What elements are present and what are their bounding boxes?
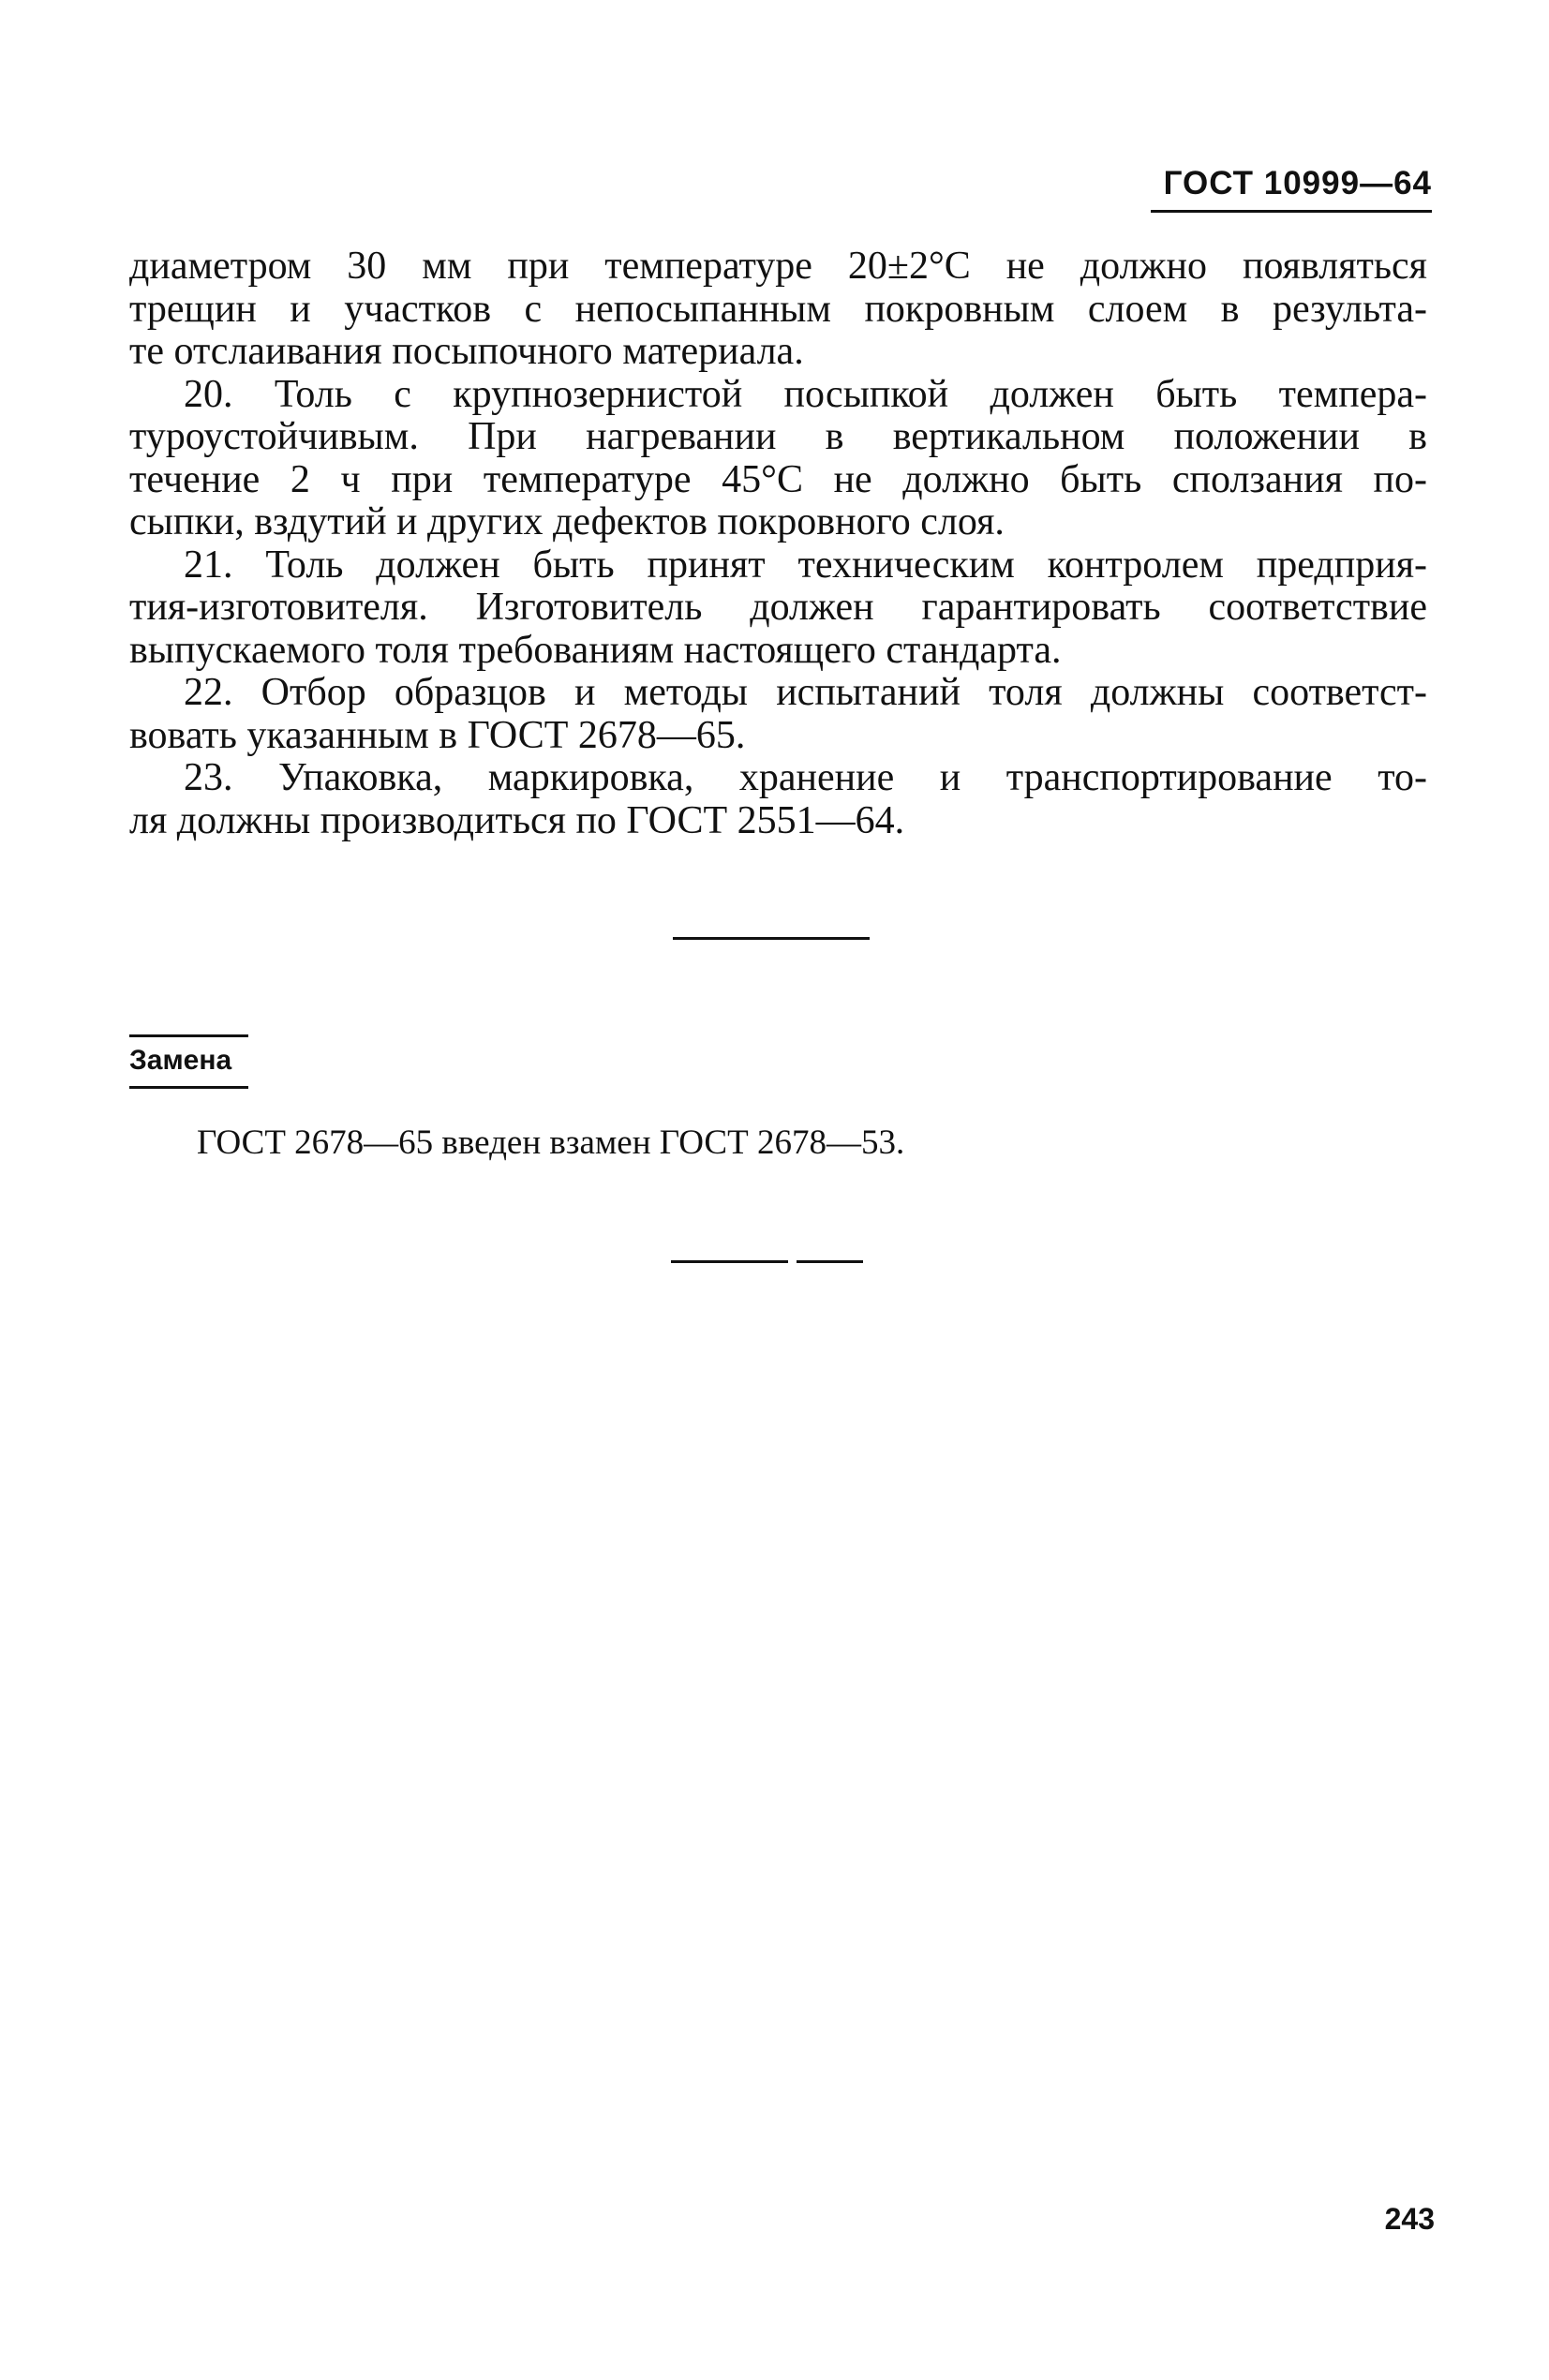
section-divider (673, 937, 870, 940)
text-line: те отслаивания посыпочного материала. (129, 330, 804, 373)
replacement-section (129, 1034, 248, 1089)
text-line: ля должны производиться по ГОСТ 2551—64. (129, 798, 905, 842)
replacement-bottom-rule (129, 1086, 248, 1089)
text-line: туроустойчивым. При нагревании в вертикальном положении в (129, 415, 1427, 458)
text-line: диаметром 30 мм при температуре 20±2°C не должно появляться (129, 245, 1427, 288)
paragraph-21 (129, 544, 1427, 673)
text-line: 22. Отбор образцов и методы испытаний толя должны соответст- (184, 671, 1427, 714)
page-header (1151, 165, 1432, 213)
text-line: вовать указанным в ГОСТ 2678—65. (129, 713, 746, 757)
replacement-heading: Замена (129, 1045, 232, 1076)
text-line: 23. Упаковка, маркировка, хранение и транспортирование то- (184, 756, 1427, 799)
body-text (129, 245, 1427, 842)
paragraph-23 (129, 757, 1427, 842)
text-line: тия-изготовителя. Изготовитель должен гарантировать соответствие (129, 586, 1427, 629)
text-line: течение 2 ч при температуре 45°C не должно быть сползания по- (129, 457, 1427, 501)
paragraph-continuation (129, 245, 1427, 374)
paragraph-22 (129, 672, 1427, 757)
header-underline (1151, 210, 1432, 213)
text-line: 21. Толь должен быть принят техническим контролем предприя- (184, 543, 1427, 587)
text-line: трещин и участков с непосыпанным покровным слоем в результа- (129, 287, 1427, 331)
text-line: сыпки, вздутий и других дефектов покровного слоя. (129, 500, 1005, 543)
end-divider (671, 1260, 863, 1263)
document-code: ГОСТ 10999—64 (1163, 165, 1432, 201)
page-number: 243 (1384, 2202, 1435, 2236)
replacement-top-rule (129, 1034, 248, 1037)
paragraph-20 (129, 374, 1427, 544)
text-line: выпускаемого толя требованиям настоящего стандарта. (129, 628, 1062, 672)
replacement-note: ГОСТ 2678—65 введен взамен ГОСТ 2678—53. (197, 1123, 905, 1162)
text-line: 20. Толь с крупнозернистой посыпкой должен быть темпера- (184, 372, 1427, 416)
